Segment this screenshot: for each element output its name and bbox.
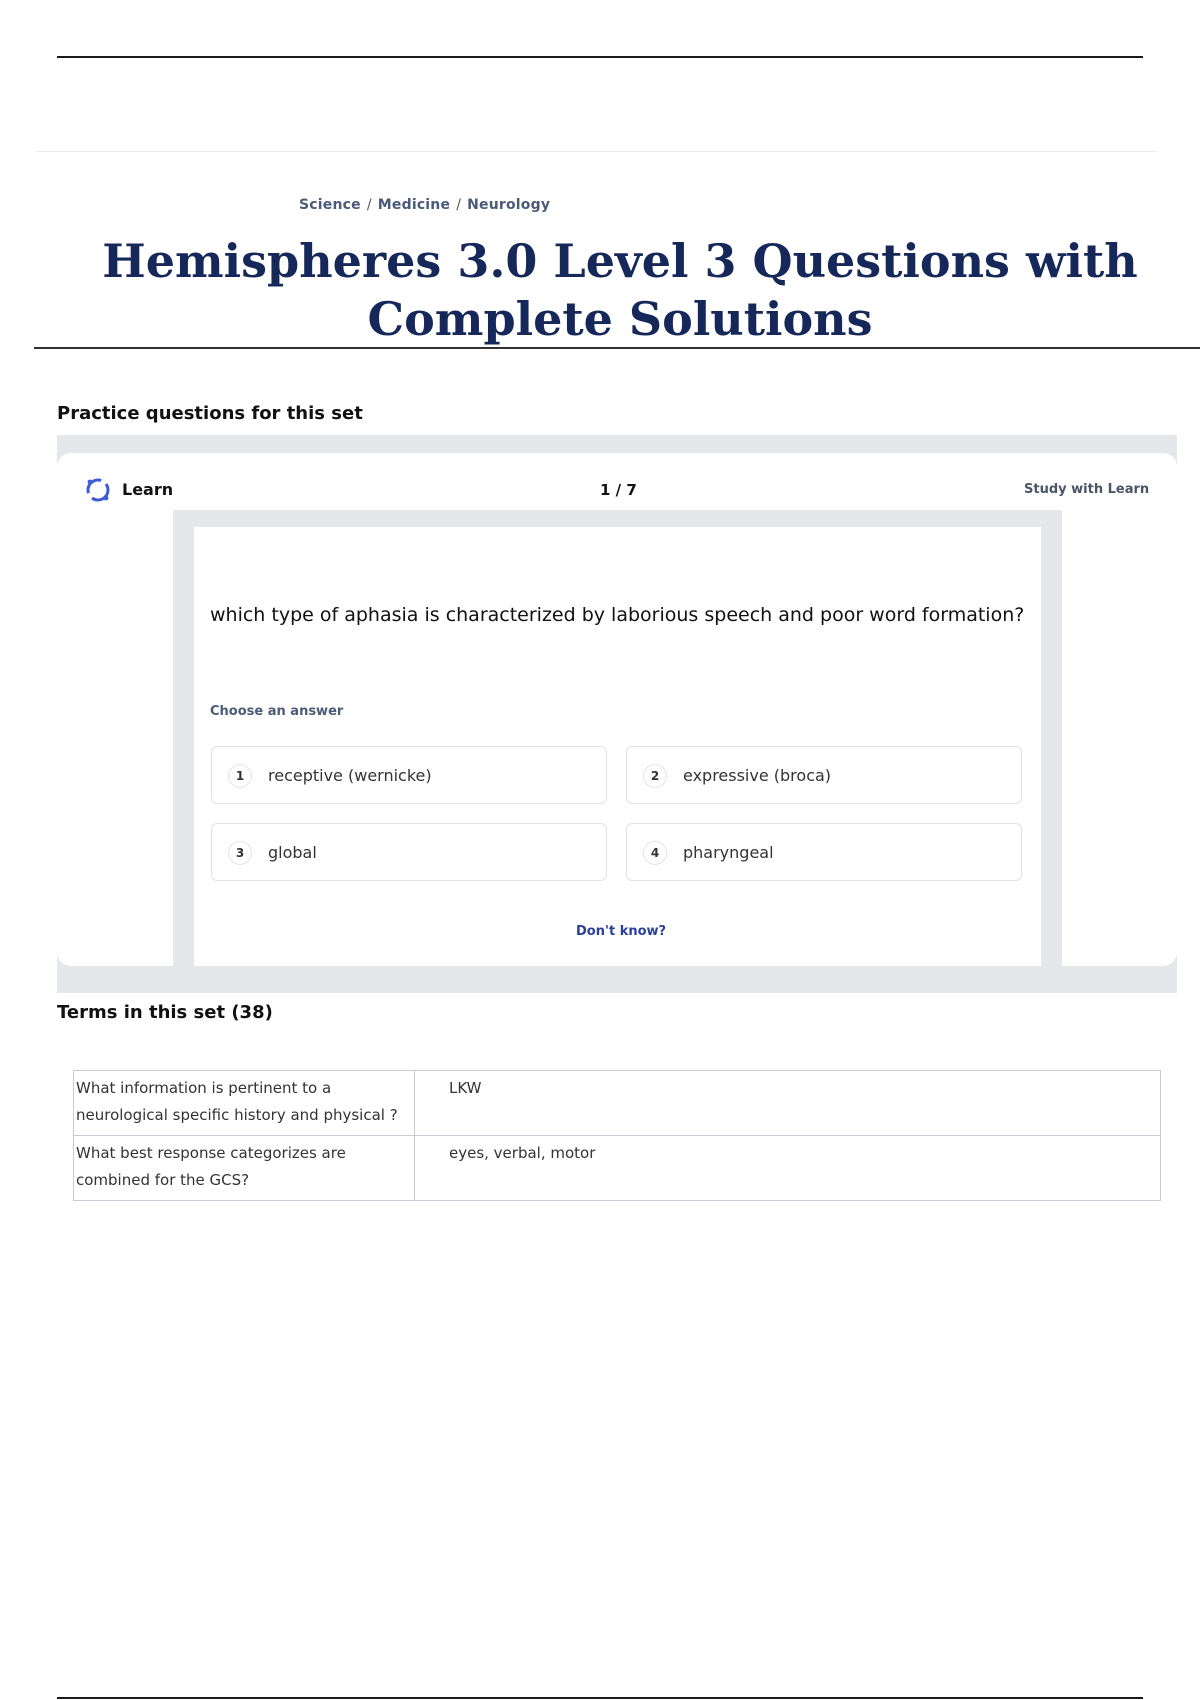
page-title: Hemispheres 3.0 Level 3 Questions with Complete Solutions — [102, 234, 1138, 346]
dont-know-link[interactable]: Don't know? — [576, 924, 667, 939]
breadcrumb-item-science[interactable]: Science — [299, 197, 361, 213]
definition-cell: eyes, verbal, motor — [415, 1136, 1161, 1201]
term-cell: What best response categorizes are combined for the GCS? — [74, 1136, 415, 1201]
question-counter: 1 / 7 — [600, 481, 637, 499]
terms-table — [73, 1070, 1161, 1201]
top-rule — [57, 56, 1143, 58]
option-text: receptive (wernicke) — [268, 766, 432, 785]
bottom-rule — [57, 1697, 1143, 1699]
breadcrumb-item-medicine[interactable]: Medicine — [377, 197, 451, 213]
option-text: global — [268, 843, 317, 862]
definition-cell: LKW — [415, 1071, 1161, 1136]
answer-option-2[interactable] — [626, 746, 1022, 804]
breadcrumb-separator: / — [456, 197, 462, 213]
breadcrumb-item-neurology[interactable]: Neurology — [467, 197, 551, 213]
term-cell: What information is pertinent to a neurological specific history and physical ? — [74, 1071, 415, 1136]
option-number: 2 — [643, 764, 667, 788]
table-row — [74, 1136, 1161, 1201]
question-text: which type of aphasia is characterized by laborious speech and poor word formation? — [210, 604, 1025, 626]
study-with-learn-link[interactable]: Study with Learn — [1024, 482, 1150, 497]
option-number: 3 — [228, 841, 252, 865]
option-text: pharyngeal — [683, 843, 774, 862]
terms-heading: Terms in this set (38) — [57, 1002, 273, 1023]
breadcrumb-separator: / — [366, 197, 372, 213]
option-number: 4 — [643, 841, 667, 865]
practice-heading: Practice questions for this set — [57, 403, 363, 424]
answer-option-1[interactable] — [211, 746, 607, 804]
option-number: 1 — [228, 764, 252, 788]
breadcrumb — [299, 197, 550, 213]
faint-divider — [36, 151, 1157, 152]
option-text: expressive (broca) — [683, 766, 832, 785]
learn-label: Learn — [122, 480, 174, 499]
title-rule — [34, 347, 1200, 349]
choose-answer-label: Choose an answer — [210, 704, 344, 719]
answer-option-3[interactable] — [211, 823, 607, 881]
answer-option-4[interactable] — [626, 823, 1022, 881]
learn-icon — [84, 476, 112, 504]
table-row — [74, 1071, 1161, 1136]
